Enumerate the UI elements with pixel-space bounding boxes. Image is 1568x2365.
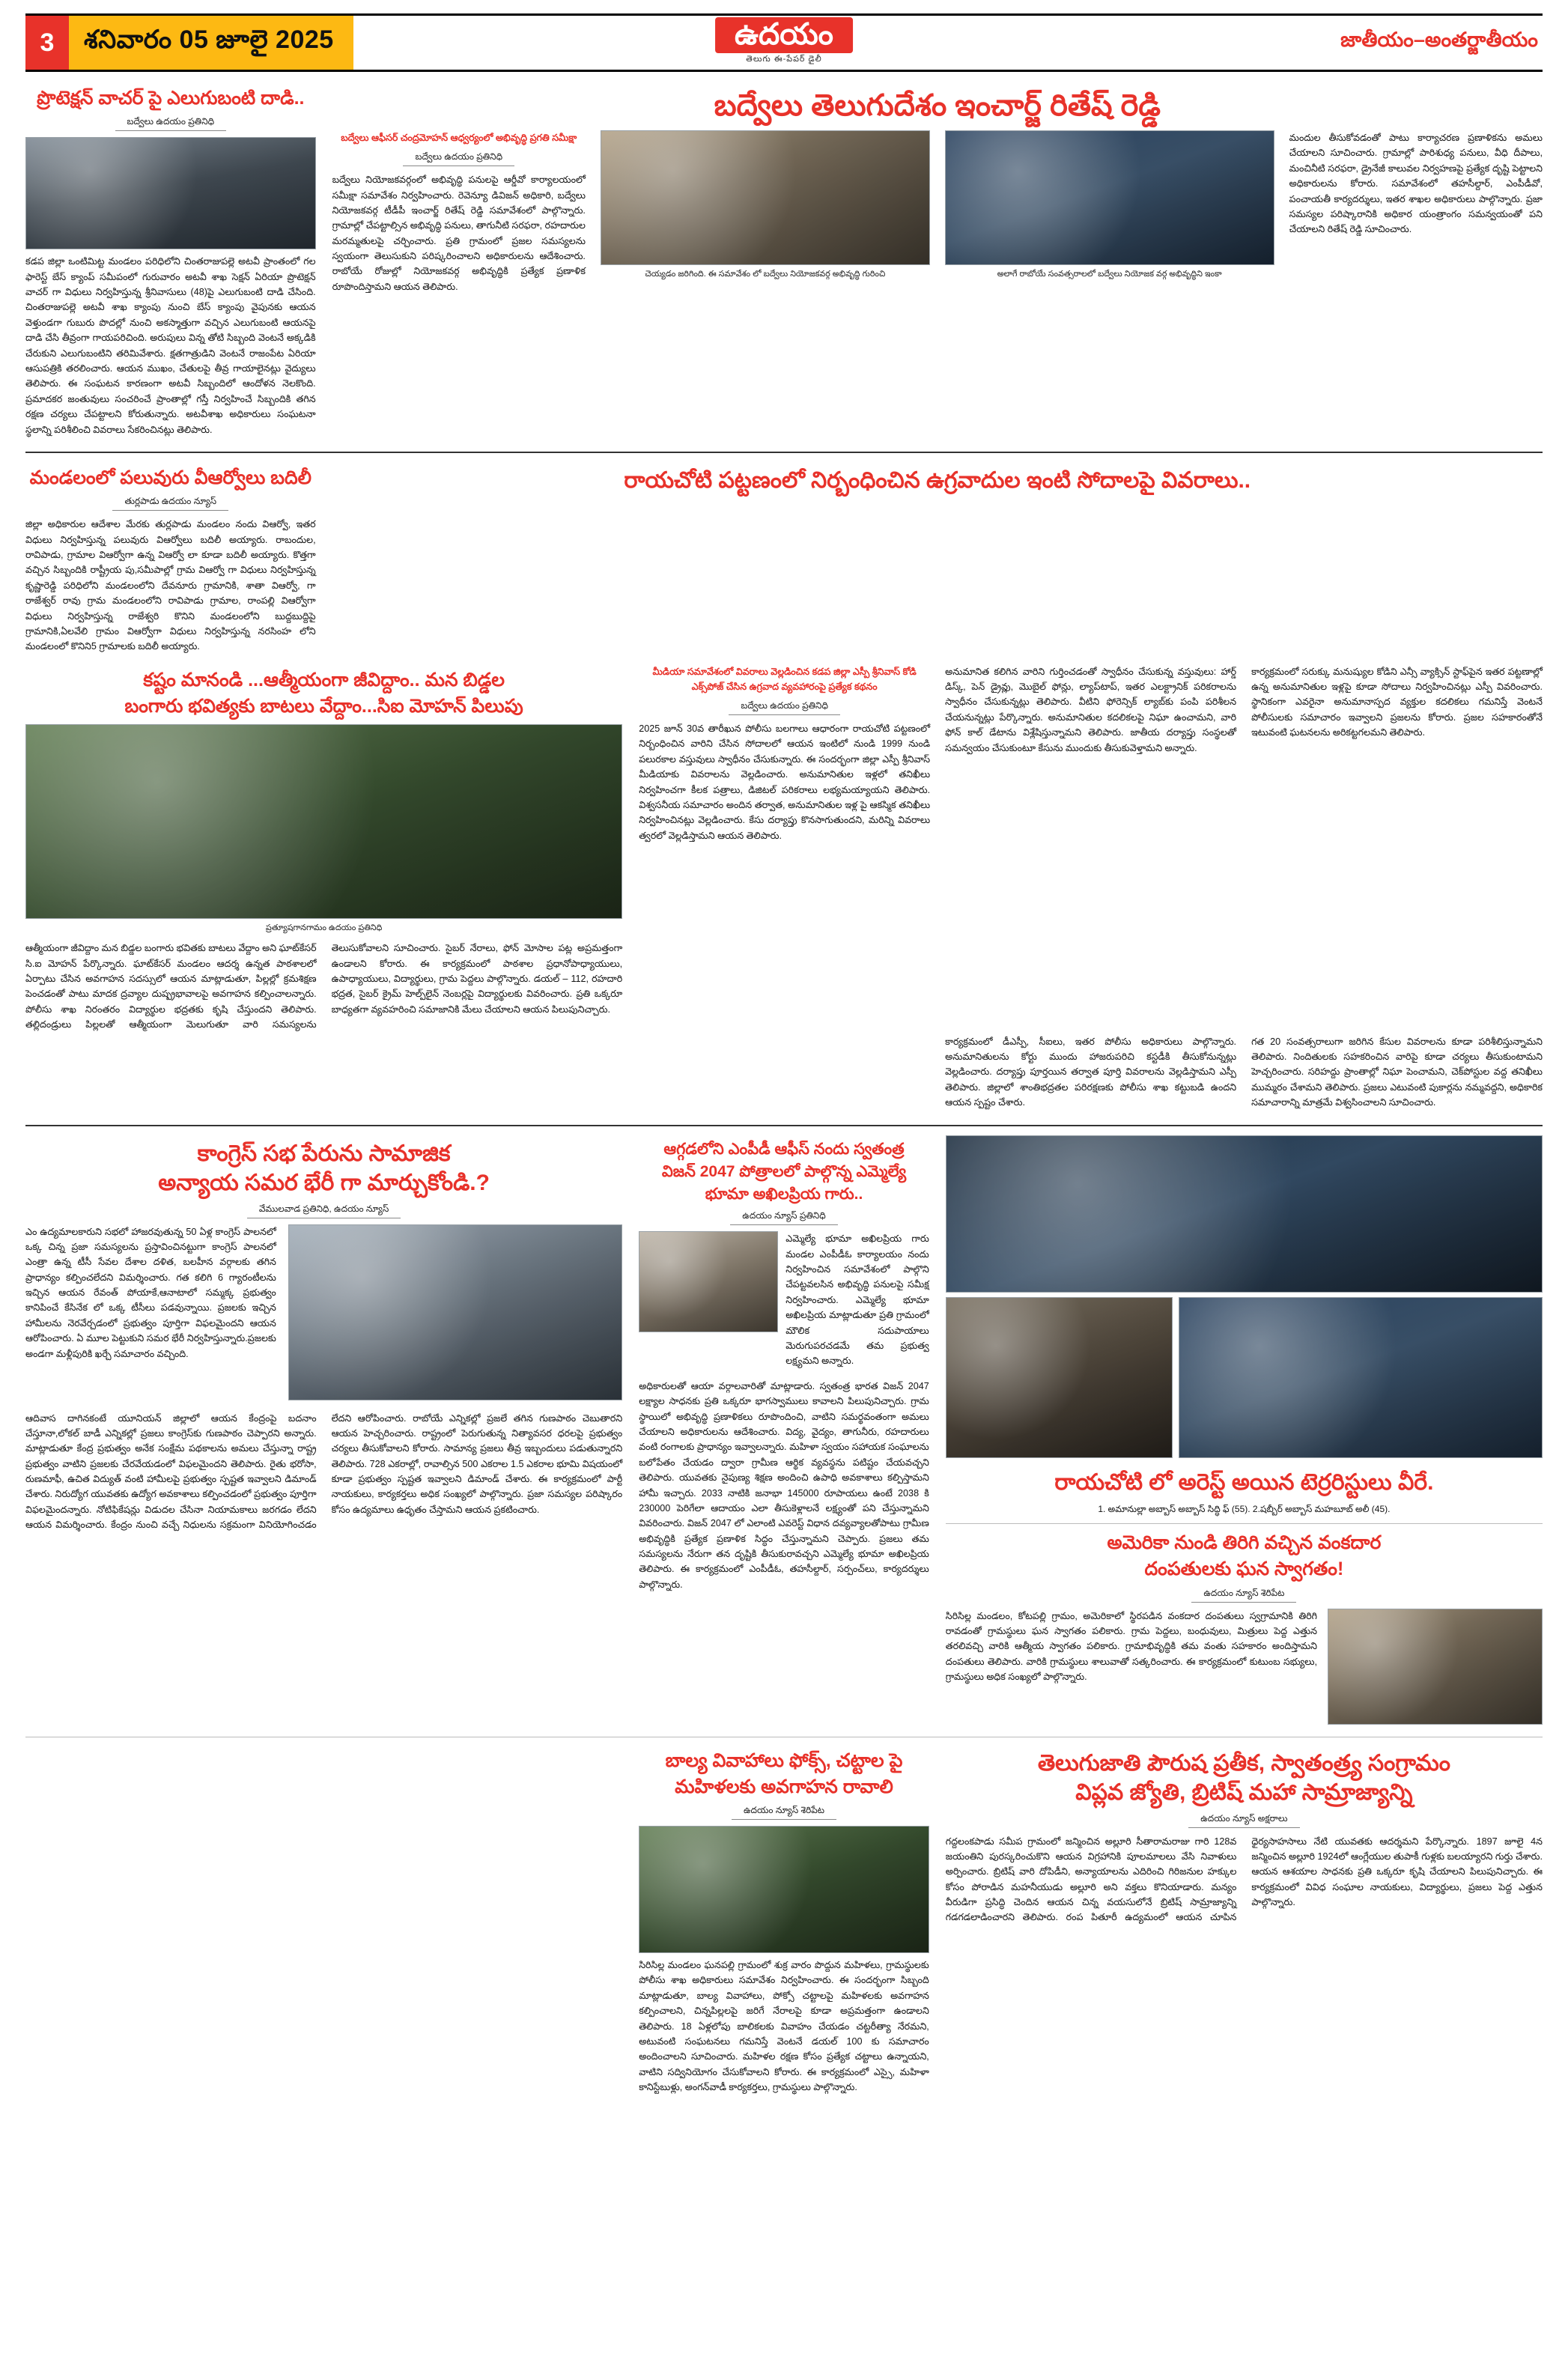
article-body-col5: గత 20 సంవత్సరాలుగా జరిగిన కేసుల వివరాలను కూడా పరిశీలిస్తున్నామని తెలిపారు. నిందితులకు సహకరించిన వారిపై కూడా చర్యలు తీసుకుంటామని హెచ్చరించారు. సరిహద్దు ప్రాంతాల్లో నిఘా పెంచామని, చెక్‌పోస్టుల వద్ద తనిఖీలు ముమ్మరం చేశామని తెలిపారు. ప్రజలు ఎటువంటి పుకార్లను నమ్మవద్దని, అధికారిక సమాచారాన్ని మాత్రమే విశ్వసించాలని సూచించారు. [1251,1036,1543,1108]
article-ci-mohan [25,664,622,1033]
photo-revenue-divisional-office [945,130,1274,265]
top-section [25,82,1543,443]
article-body: సిరిసిల్ల మండలం ఘనపల్లి గ్రామంలో శుక్ర వారం పొద్దున మహిళలు, గ్రామస్థులకు పోలీసు శాఖ అధికారులు సమావేశం నిర్వహించారు. ఈ సందర్భంగా సిబ్బంది మాట్లాడుతూ, బాల్య వివాహాలు, పోక్సో చట్టాలపై మహిళలకు అవగాహన కల్పించాలని, చిన్నపిల్లలపై జరిగే నేరాలపై కూడా అప్రమత్తంగా ఉండాలని తెలిపారు. 18 ఏళ్లలోపు బాలికలకు వివాహం చేయడం చట్టరీత్యా నేరమని, అటువంటి సంఘటనలు గమనిస్తే వెంటనే డయల్ 100 కు సమాచారం అందించాలని సూచించారు. మహిళల రక్షణ కోసం ప్రత్యేక చట్టాలు ఉన్నాయని, వాటిని సద్వినియోగం చేసుకోవాలని కోరారు. ఈ కార్యక్రమంలో ఎస్సై, మహిళా కానిస్టేబుళ్లు, అంగన్‌వాడీ కార్యకర్తలు, గ్రామస్థులు పాల్గొన్నారు. [639,1960,929,2093]
photo-police-awareness-program-stage [25,724,622,919]
headline: రాయచోటి లో అరెస్ట్ అయిన టెర్రరిస్టులు వీరే. [1054,1469,1434,1495]
byline: ఉదయం న్యూస్ అక్షరాలు [946,1813,1543,1828]
headline-line-1: అమెరికా నుండి తిరిగి వచ్చిన వంకదార [1107,1532,1382,1553]
article-body-full: ఆదివాస దాగినకంటే యూనియన్ జిల్లాలో ఆయన కేంద్రంపై బదనాం చేస్తూనా,లోకల్ బాడీ ఎన్నికల్లో ప్రజలు కాంగ్రెస్‌కు గుణపాఠం చెప్పారని అన్నారు. మాట్లాడుతూ కేంద్ర ప్రభుత్వం అనేక సంక్షేమ పథకాలను అమలు చేస్తున్నా రాష్ట్ర ప్రభుత్వం వాటిని ప్రజలకు చేరవేయడంలో విఫలమైందని తెలిపారు. రైతు భరోసా, రుణమాఫీ, ఉచిత విద్యుత్ వంటి హామీలపై ప్రభుత్వం స్పష్టత ఇవ్వాలని డిమాండ్ చేశారు. నిరుద్యోగ యువతకు ఉద్యోగ అవకాశాలు కల్పించడంలో ప్రభుత్వం పూర్తిగా విఫలమైందన్నారు. నోటిఫికేషన్లు విడుదల చేసినా నియామకాలు జరగడం లేదని ఆయన విమర్శించారు. కేంద్రం నుంచి వచ్చే నిధులను సక్రమంగా వినియోగించడం లేదని ఆరోపించారు. రాబోయే ఎన్నికల్లో ప్రజలే తగిన గుణపాఠం చెబుతారని ఆయన హెచ్చరించారు. రాష్ట్రంలో పెరుగుతున్న నిత్యావసర ధరలపై ప్రభుత్వం చర్యలు తీసుకోవాలని కోరారు. సామాన్య ప్రజలు తీవ్ర ఇబ్బందులు పడుతున్నారని తెలిపారు. 728 ఎకరాల్లో, రావాల్సిన 500 ఎకరాల 1.5 ఎకరాల భూమి విషయంలో కూడా ప్రభుత్వం స్పష్టత ఇవ్వాలని డిమాండ్ చేశారు. ఈ కార్యక్రమంలో పార్టీ నాయకులు, కార్యకర్తలు అధిక సంఖ్యలో పాల్గొన్నారు. ప్రజా సమస్యల పరిష్కారం కోసం ఉద్యమాలు ఉధృతం చేస్తామని ఆయన ప్రకటించారు. [25,1412,623,1531]
photo-felicitated-couple-portrait [1328,1609,1543,1725]
article-body: ఆత్మీయంగా జీవిద్దాం మన బిడ్డల బంగారు భవితకు బాటలు వేద్దాం అని ఘాట్‌కేసర్ సి.ఐ మోహన్ పేర్కొన్నారు. ఘాట్‌కేసర్ మండలం ఆదర్శ ఉన్నత పాఠశాలలో ఏర్పాటు చేసిన అవగాహన సదస్సులో ఆయన మాట్లాడుతూ, పిల్లల్లో క్రమశిక్షణ పెంచడంతో పాటు మాదక ద్రవ్యాల దుష్ప్రభావాలపై అవగాహన కల్పించాలన్నారు. పోలీసు శాఖ నిరంతరం విద్యార్థుల భద్రతకు కృషి చేస్తుందని తెలిపారు. తల్లిదండ్రులు పిల్లలతో ఆత్మీయంగా మెలుగుతూ వారి సమస్యలను తెలుసుకోవాలని సూచించారు. సైబర్ నేరాలు, ఫోన్ మోసాల పట్ల అప్రమత్తంగా ఉండాలని కోరారు. ఈ కార్యక్రమంలో పాఠశాల ప్రధానోపాధ్యాయులు, ఉపాధ్యాయులు, విద్యార్థులు, గ్రామ పెద్దలు పాల్గొన్నారు. డయల్ – 112, రహదారి భద్రత, సైబర్ క్రైమ్ హెల్ప్‌లైన్ నెంబర్లపై విద్యార్థులకు వివరించారు. ప్రతి ఒక్కరూ బాధ్యతగా వ్యవహరించి సమాజానికి మేలు చేయాలని ఆయన పిలుపునిచ్చారు. [25,943,623,1030]
page-number: 3 [25,16,69,70]
article-lead: బద్వేలు ఆఫీసర్ చంద్రమోహన్ ఆధ్వర్యంలో అభివృద్ధి ప్రగతి సమీక్షా [341,133,577,143]
article-body-col1: 2025 జూన్ 30వ తారీఖున పోలీసు బలగాలు ఆధారంగా రాయచోటి పట్టణంలో నిర్బంధించిన వారిని చేసిన సోదాలలో ఆయన ఇంటిలో నుండి 1999 నుండి పలురకాల వస్తువులు స్వాధీనం చేసుకున్నారు. ఈ సందర్భంగా జిల్లా ఎస్పీ శ్రీనివాస్ మీడియాకు వివరాలను వెల్లడించారు. అనుమానితుల ఇళ్లలో తనిఖీలు నిర్వహించగా కీలక పత్రాలు, డిజిటల్ పరికరాలు లభ్యమయ్యాయని తెలిపారు. విశ్వసనీయ సమాచారం అందిన తర్వాత, అనుమానితుల ఇళ్ల పై ఆకస్మిక తనిఖీలు నిర్వహించినట్లు వెల్లడించారు. కేసు దర్యాప్తు కొనసాగుతుందని, మరిన్ని వివరాలు త్వరలో వెల్లడిస్తామని ఆయన తెలిపారు. [639,723,931,841]
photo-seized-items-display-table [946,1135,1543,1293]
article-body-col3: కార్యక్రమంలో సరుక్కు మనుష్యుల కోడిని ఎన్సీ వ్యాక్సిన్ స్టాఫ్‌పైన ఇతర పట్టణాల్లో ఉన్న అనుమానితుల ఇళ్లపై కూడా సోదాలు నిర్వహించినట్లు ఎస్పీ వివరించారు. స్థానికంగా ఎవరైనా అనుమానాస్పద వ్యక్తుల కదలికలు గమనిస్తే వెంటనే పోలీసులకు సమాచారం ఇవ్వాలని ప్రజలను కోరారు. ప్రజల సహకారంతోనే ఇటువంటి ఘటనలను అరికట్టగలమని తెలిపారు. [1251,666,1543,738]
bottom-section [25,1745,1543,2101]
headline: మండలంలో పలువురు వీఆర్వోలు బదిలీ [29,467,312,488]
photo-caption: ప్రత్యూషగానగామం ఉదయం ప్రతినిధి [265,923,383,933]
byline: బద్వేలు ఉదయం ప్రతినిధి [639,700,930,715]
article-alluri-feature [946,1745,1543,2101]
headline: బద్వేలు తెలుగుదేశం ఇంచార్జ్ రితేష్ రెడ్డి [714,89,1161,122]
byline: బద్వేలు ఉదయం ప్రతినిధి [332,151,586,166]
article-congress-sabha [25,1135,622,1729]
photo-caption: చెయ్యడం జరిగింది. ఈ సమావేశం లో బద్వేలు నియోజకవర్గ అభివృద్ధి గురించి [645,270,886,279]
article-body-col4: కార్యక్రమంలో డీఎస్పీ, సీఐలు, ఇతర పోలీసు అధికారులు పాల్గొన్నారు. అనుమానితులను కోర్టు ముందు హాజరుపరిచి కస్టడీకి తీసుకోనున్నట్లు వెల్లడించారు. దర్యాప్తు పూర్తయిన తర్వాత పూర్తి వివరాలను వెల్లడిస్తామని ఎస్పీ తెలిపారు. జిల్లాలో శాంతిభద్రతల పరిరక్షణకు పోలీసు శాఖ కట్టుబడి ఉందని ఆయన స్పష్టం చేశారు. [945,1036,1237,1108]
masthead [25,13,1543,72]
headline-line-1: కాంగ్రెస్ సభ పేరును సామాజిక [197,1141,451,1166]
article-body: జిల్లా అధికారుల ఆదేశాల మేరకు తుర్లపాడు మండలం నందు విఆర్వో, ఇతర విధులు నిర్వహిస్తున్న పలువురు విఆర్వోలు బదిలీ అయ్యారు. రాబందుల, రావిపాడు, గ్రామాల విఆర్వోగా ఉన్న విఆర్వో లా కూడా బదిలీ అయ్యారు. కొత్తగా వచ్చిన సిబ్బందికి రాష్ట్రీయ పు,సమీపాల్లో గ్రామ విఆర్వో గా విధులు నిర్వహిస్తున్న కృష్ణారెడ్డి పరిధిలోని మండలంలోని దేవనూరు గ్రామానికి, శాతా విఆర్వో, గా రాజేశ్వర్ రావు గ్రామ మండలంలోని రావిపాడు గ్రామాల, రాంపల్లి విఆర్వోగా విధులు నిర్వహిస్తున్న రాజేశ్వరి కొనిని మండలంలోని బుద్దబుద్దిపై గ్రామానికి,ఏలవేలి గ్రామం విఆర్వోగా విధులు నిర్వహిస్తున్న నరసింహ లోని మండలంలో కొనిని5 గ్రామాలకు బదిలీ అయ్యారు. [25,519,316,652]
headline-line-2: విప్లవ జ్యోతి, బ్రిటిష్ మహా సామ్రాజ్యాన్ని [1075,1780,1413,1805]
photo-congress-meeting-leaders [288,1224,622,1400]
article-tdp-incharge [332,82,1543,443]
second-section [25,462,1543,660]
byline: ఉదయం న్యూస్ శెరిపేట [639,1805,929,1820]
photo-mla-speaking-at-podium [639,1231,778,1332]
article-body: గద్దలంకపాడు సమీప గ్రామంలో జన్మించిన అల్లూరి సీతారామరాజు గారి 128వ జయంతిని పురస్కరించుకొని ఆయన విగ్రహానికి పూలమాలలు వేసి నివాళులు అర్పించారు. బ్రిటిష్ వారి దోపిడీని, అన్యాయాలను ఎదిరించి గిరిజనుల హక్కుల కోసం పోరాడిన మహనీయుడు అల్లూరి అని వక్తలు కొనియాడారు. మన్యం వీరుడిగా ప్రసిద్ధి చెందిన ఆయన చిన్న వయసులోనే బ్రిటిష్ సామ్రాజ్యాన్ని గడగడలాడించారని తెలిపారు. రంప పితూరీ ఉద్యమంలో ఆయన చూపిన ధైర్యసాహసాలు నేటి యువతకు ఆదర్శమని పేర్కొన్నారు. 1897 జూలై 4న జన్మించిన అల్లూరి 1924లో ఆంగ్లేయుల తుపాకీ గుళ్లకు బలయ్యారని గుర్తు చేశారు. ఆయన ఆశయాల సాధనకు ప్రతి ఒక్కరూ కృషి చేయాలని పిలుపునిచ్చారు. ఈ కార్యక్రమంలో వివిధ సంఘాల నాయకులు, విద్యార్థులు, ప్రజలు పెద్ద ఎత్తున పాల్గొన్నారు. [945,1836,1543,1923]
article-body-left: ఎం ఉద్యమాలకారుని సభలో హాజరవుతున్న 50 ఏళ్ల కాంగ్రెస్ పాలనలో ఒక్క చిన్న ప్రజా సమస్యలను ప్రస్తావించినట్టుగా కాంగ్రెస్ పాలనలో ఎంత్రా ఉన్న టీసీ సేవల దేశాల దళిత, బలహీన వర్గాలకు తగిన ప్రాధాన్యం కల్పించలేదని విమర్శించారు. గత కలిగి 6 గ్యారంటీలను ఇచ్చిన ఆయన రేవంత్ పోయాకే,ఆనాటాలో సమ్మక్క ప్రభుత్వం కానిపించే కేసినేక లో ఒక్క టీసీలు పడవున్నాయి. ప్రజలకు ఇచ్చిన హామీలను నెరవేర్చడంలో ప్రభుత్వం పూర్తిగా విఫలమైందని ఆయన ఆరోపించారు. ఏ మూల పెట్టుకుని సమర భేరీ నిర్వహిస్తున్నారు.ప్రజలకు అండగా మళ్లీపురికి ఖర్చే సమాచారం వచ్చింది. [25,1226,276,1359]
article-side-text: ఎమ్మెల్యే భూమా అఖిలప్రియ గారు మండల ఎంపీడీఓ కార్యాలయం నందు నిర్వహించిన సమావేశంలో పాల్గొని చేపట్టవలసిన అభివృద్ధి పనులపై సమీక్ష నిర్వహించారు. ఎమ్మెల్యే భూమా అఖిలప్రియ మాట్లాడుతూ ప్రతి గ్రామంలో మౌలిక సదుపాయాలు మెరుగుపరచడమే తమ ప్రభుత్వ లక్ష్యమని అన్నారు. [785,1233,929,1367]
photo-bear-attack-victim-in-auto [25,137,316,249]
headline-line-2: విజన్ 2047 పోత్రాలలో పాల్గొన్న ఎమ్మెల్యే [661,1162,907,1180]
third-section [25,1135,1543,1729]
article-bear-attack [25,82,316,443]
headline-line-1: ఆగ్గడలోని ఎంపీడీ ఆఫీస్ నందు స్వతంత్ర [663,1140,905,1158]
logo-subtitle: తెలుగు ఈ-పేపర్ డైలీ [746,55,822,64]
photo-caption: అలాగే రాబోయే సంవత్సరాలలో బద్వేలు నియోజక వర్గ అభివృద్ధిని ఇంకా [997,270,1222,279]
headline: రాయచోటి పట్టణంలో నిర్బంధించిన ఉగ్రవాదుల ఇంటి సోదాలపై వివరాలు.. [624,467,1251,493]
newspaper-logo [715,17,853,66]
byline: తుర్లపాడు ఉదయం న్యూస్ [25,496,316,511]
headline-line-1: తెలుగుజాతి పౌరుష ప్రతీక, స్వాతంత్ర్య సంగ్రామం [1037,1750,1450,1776]
article-mla-vision-2047 [639,1135,929,1729]
headline: ప్రొటెక్షన్ వాచర్ పై ఎలుగుబంటి దాడి.. [37,88,305,109]
photo-arrested-suspects-portraits [946,1297,1173,1458]
byline: ఉదయం న్యూస్ శెరిపేట [946,1588,1543,1603]
article-body: అధికారులతో ఆయా వర్గాలవారితో మాట్లాడారు. స్వతంత్ర భారత విజన్ 2047 లక్ష్యాల సాధనకు ప్రతి ఒక్కరూ భాగస్వాములు కావాలని పిలుపునిచ్చారు. గ్రామ స్థాయిలో అభివృద్ధి ప్రణాళికలు రూపొందించి, వాటిని సమర్థవంతంగా అమలు చేయాలని అధికారులను ఆదేశించారు. విద్య, వైద్యం, తాగునీరు, రహదారులు వంటి రంగాలకు ప్రాధాన్యం ఇవ్వాలన్నారు. మహిళా స్వయం సహాయక సంఘాలను బలోపేతం చేయడం ద్వారా గ్రామీణ ఆర్థిక వ్యవస్థను పటిష్టం చేయవచ్చని తెలిపారు. యువతకు నైపుణ్య శిక్షణ అందించి ఉపాధి అవకాశాలు కల్పిస్తామని హామీ ఇచ్చారు. 2033 నాటికి జనాభా 145000 రూపాయలు ఉంటే 2038 కి 230000 పెరిగేలా ఆదాయం ఎలా తీసుకెళ్లాలనే లక్ష్యంతో పని చేస్తున్నామని వివరించారు. విజన్ 2047 లో ఎలాంటి ఎవరెస్ట్ విధాన దవ్యవ్యాలతోపాటు గ్రామీణ అభివృద్ధికి ప్రత్యేక ప్రణాళిక సిద్ధం చేస్తున్నామని చెప్పారు. ప్రజలు తమ సమస్యలను నేరుగా తన దృష్టికి తీసుకురావచ్చని ఎమ్మెల్యే భూమా అఖిలప్రియ తెలిపారు. ఈ కార్యక్రమంలో ఎంపీడీఓ, తహసీల్దార్, సర్పంచ్‌లు, కార్యదర్శులు పాల్గొన్నారు. [639,1380,929,1590]
article-body: కడప జిల్లా ఒంటిమిట్ట మండలం పరిధిలోని చింతరాజుపల్లె అటవీ ప్రాంతంలో గల ఫారెస్ట్ బేస్ క్యాంప్ సమీపంలో గురువారం అటవీ శాఖ సెక్షన్ ఏరియా ప్రొటెక్షన్ వాచర్ గా విధులు నిర్వహిస్తున్న శ్రీనివాసులు (48)పై ఎలుగుబంటి దాడి చేసింది. చింతరాజుపల్లె అటవీ శాఖ క్యాంపు నుంచి బేస్ క్యాంపు వైపునకు ఆయన వెళ్తుండగా గుబురు పొదల్లో నుంచి అకస్మాత్తుగా వచ్చిన ఎలుగుబంటి ఆయనపై దాడి చేసి తీవ్రంగా గాయపరిచింది. అరుపులు విన్న తోటి సిబ్బంది వెంటనే అక్కడికి చేరుకుని ఎలుగుబంటిని తరిమివేశారు. క్షతగాత్రుడిని వెంటనే రాజంపేట ఏరియా ఆసుపత్రికి తరలించారు. ఆయన ముఖం, చేతులపై తీవ్ర గాయాలైనట్లు వైద్యులు తెలిపారు. ఈ సంఘటన కారణంగా అటవీ సిబ్బందిలో ఆందోళన నెలకొంది. ప్రమాదకర జంతువులు సంచరించే ప్రాంతాల్లో గస్తీ నిర్వహించే సిబ్బందికి తగిన రక్షణ చర్యలు చేపట్టాలని కోరుతున్నారు. అటవీశాఖ అధికారులు సంఘటనా స్థలాన్ని పరిశీలించి వివరాలు సేకరించినట్లు తెలిపారు. [25,256,316,435]
headline-line-1: బాల్య వివాహాలు ఫోక్స్, చట్టాల పై [665,1749,903,1771]
byline: వేములవాడ ప్రతినిధి, ఉదయం న్యూస్ [25,1203,622,1218]
photo-caption: 1. అమానుల్లా అబ్బాస్ అబ్బాస్ సిద్ధి ఫ్ (55). 2.షబ్బీర్ అబ్బాస్ మహబూబ్ అలీ (45). [1098,1504,1391,1514]
photo-rdo-office-review-meeting [601,130,930,265]
headline-line-2: బంగారు భవిత్యకు బాటలు వేద్దాం...సిఐ మోహన్ పిలుపు [124,695,523,717]
byline: బద్వేలు ఉదయం ప్రతినిధి [25,116,316,131]
photo-police-team-with-seized-weapons [1179,1297,1543,1458]
photo-women-awareness-meeting-hall [639,1826,929,1953]
headline-line-3: భూమా అఖిలప్రియ గారు.. [705,1185,863,1203]
section-label: జాతీయం–అంతర్జాతీయం [1340,28,1538,51]
article-body: సిరిసిల్ల మండలం, కోటపల్లి గ్రామం, అమెరికాలో స్థిరపడిన వంకదార దంపతులు స్వగ్రామానికి తిరిగి రావడంతో గ్రామస్థులు ఘన స్వాగతం పలికారు. గ్రామ పెద్దలు, బంధువులు, మిత్రులు పెద్ద ఎత్తున తరలివచ్చి వారికి ఆత్మీయ స్వాగతం పలికారు. గ్రామాభివృద్ధికి తమ వంతు సహకారం అందిస్తామని దంపతులు తెలిపారు. వారికి గ్రామస్థులు శాలువాతో సత్కరించారు. ఈ కార్యక్రమంలో కుటుంబ సభ్యులు, గ్రామస్థులు అధిక సంఖ్యలో పాల్గొన్నారు. [945,1610,1318,1683]
article-child-marriage-awareness [639,1745,929,2101]
article-lead: మీడియా సమావేశంలో వివరాలు వెల్లడించిన కడప జిల్లా ఎస్పీ శ్రీనివాస్ కోడి ఎక్స్‌పోజ్ చేసిన ఉగ్రవాద వ్యవహారంపై ప్రత్యేక కథనం [652,666,917,692]
article-vro-transfers [25,467,316,655]
headline-line-2: అన్యాయ సమర భేరీ గా మార్చుకోండి.? [158,1171,490,1195]
article-body: బద్వేలు నియోజకవర్గంలో అభివృద్ధి పనులపై ఆర్డీవో కార్యాలయంలో సమీక్షా సమావేశం నిర్వహించారు. రెవెన్యూ డివిజన్ అధికారి, బద్వేలు నియోజకవర్గ టీడీపీ ఇంచార్జ్ రితేష్ రెడ్డి సమావేశంలో పాల్గొన్నారు. గ్రామాల్లో చేపట్టాల్సిన అభివృద్ధి పనులు, తాగునీటి సరఫరా, రహదారుల మరమ్మతులపై చర్చించారు. ప్రతి గ్రామంలో ప్రజల సమస్యలను స్వయంగా తెలుసుకుని పరిష్కరించాలని అధికారులను ఆదేశించారు. రాబోయే రోజుల్లో నియోజకవర్గ అభివృద్ధికి ప్రత్యేక ప్రణాళిక రూపొందిస్తామని ఆయన తెలిపారు. [332,174,586,292]
headline-line-1: కష్టం మానండి ...ఆత్మీయంగా జీవిద్దాం.. మన బిడ్డల [143,669,505,690]
article-terror-search [332,462,1543,660]
headline-line-2: దంపతులకు ఘన స్వాగతం! [1144,1558,1344,1580]
article-us-couple-welcome [946,1531,1543,1729]
byline: ఉదయం న్యూస్ ప్రతినిధి [639,1210,929,1225]
headline-line-2: మహిళలకు అవగాహన రావాలి [675,1776,893,1797]
article-body-col2: అనుమానిత కలిగిన వారిని గుర్తించడంతో స్వాధీనం చేసుకున్న వస్తువులు: హార్డ్ డిస్క్, పెన్ డ్రైవ్లు, మొబైల్ ఫోన్లు, ల్యాప్‌టాప్, ఇతర ఎలక్ట్రానిక్ పరికరాలను స్వాధీనం చేసుకున్నట్లు తెలిపారు. వీటిని ఫోరెన్సిక్ ల్యాబ్‌కు పంపి పరిశీలన చేయనున్నట్లు పేర్కొన్నారు. అనుమానితుల కదలికలపై నిఘా ఉంచామని, వారి ఫోన్ కాల్ డేటాను విశ్లేషిస్తున్నామని తెలిపారు. జాతీయ దర్యాప్తు సంస్థలతో సమన్వయం చేసుకుంటూ కేసును ముందుకు తీసుకువెళ్తామని అన్నారు. [945,666,1237,753]
article-body-right: మందుల తీసుకోవడంతో పాటు కార్యాచరణ ప్రణాళికను అమలు చేయాలని సూచించారు. గ్రామాల్లో పారిశుధ్య పనులు, వీధి దీపాలు, మంచినీటి సరఫరా, డ్రైనేజీ కాలువల నిర్వహణపై ప్రత్యేక దృష్టి పెట్టాలని అధికారులను కోరారు. సమావేశంలో తహసీల్దార్, ఎంపీడీవో, పంచాయతీ కార్యదర్శులు, ఇతర శాఖల అధికారులు పాల్గొన్నారు. ప్రజా సమస్యల పరిష్కారానికి అధికార యంత్రాంగం సమన్వయంతో పని చేయాలని రితేష్ రెడ్డి సూచించారు. [1289,133,1543,235]
logo-title: ఉదయం [715,17,853,53]
publication-date: శనివారం 05 జూలై 2025 [69,16,353,70]
article-arrested-terrorists [946,1135,1543,1729]
